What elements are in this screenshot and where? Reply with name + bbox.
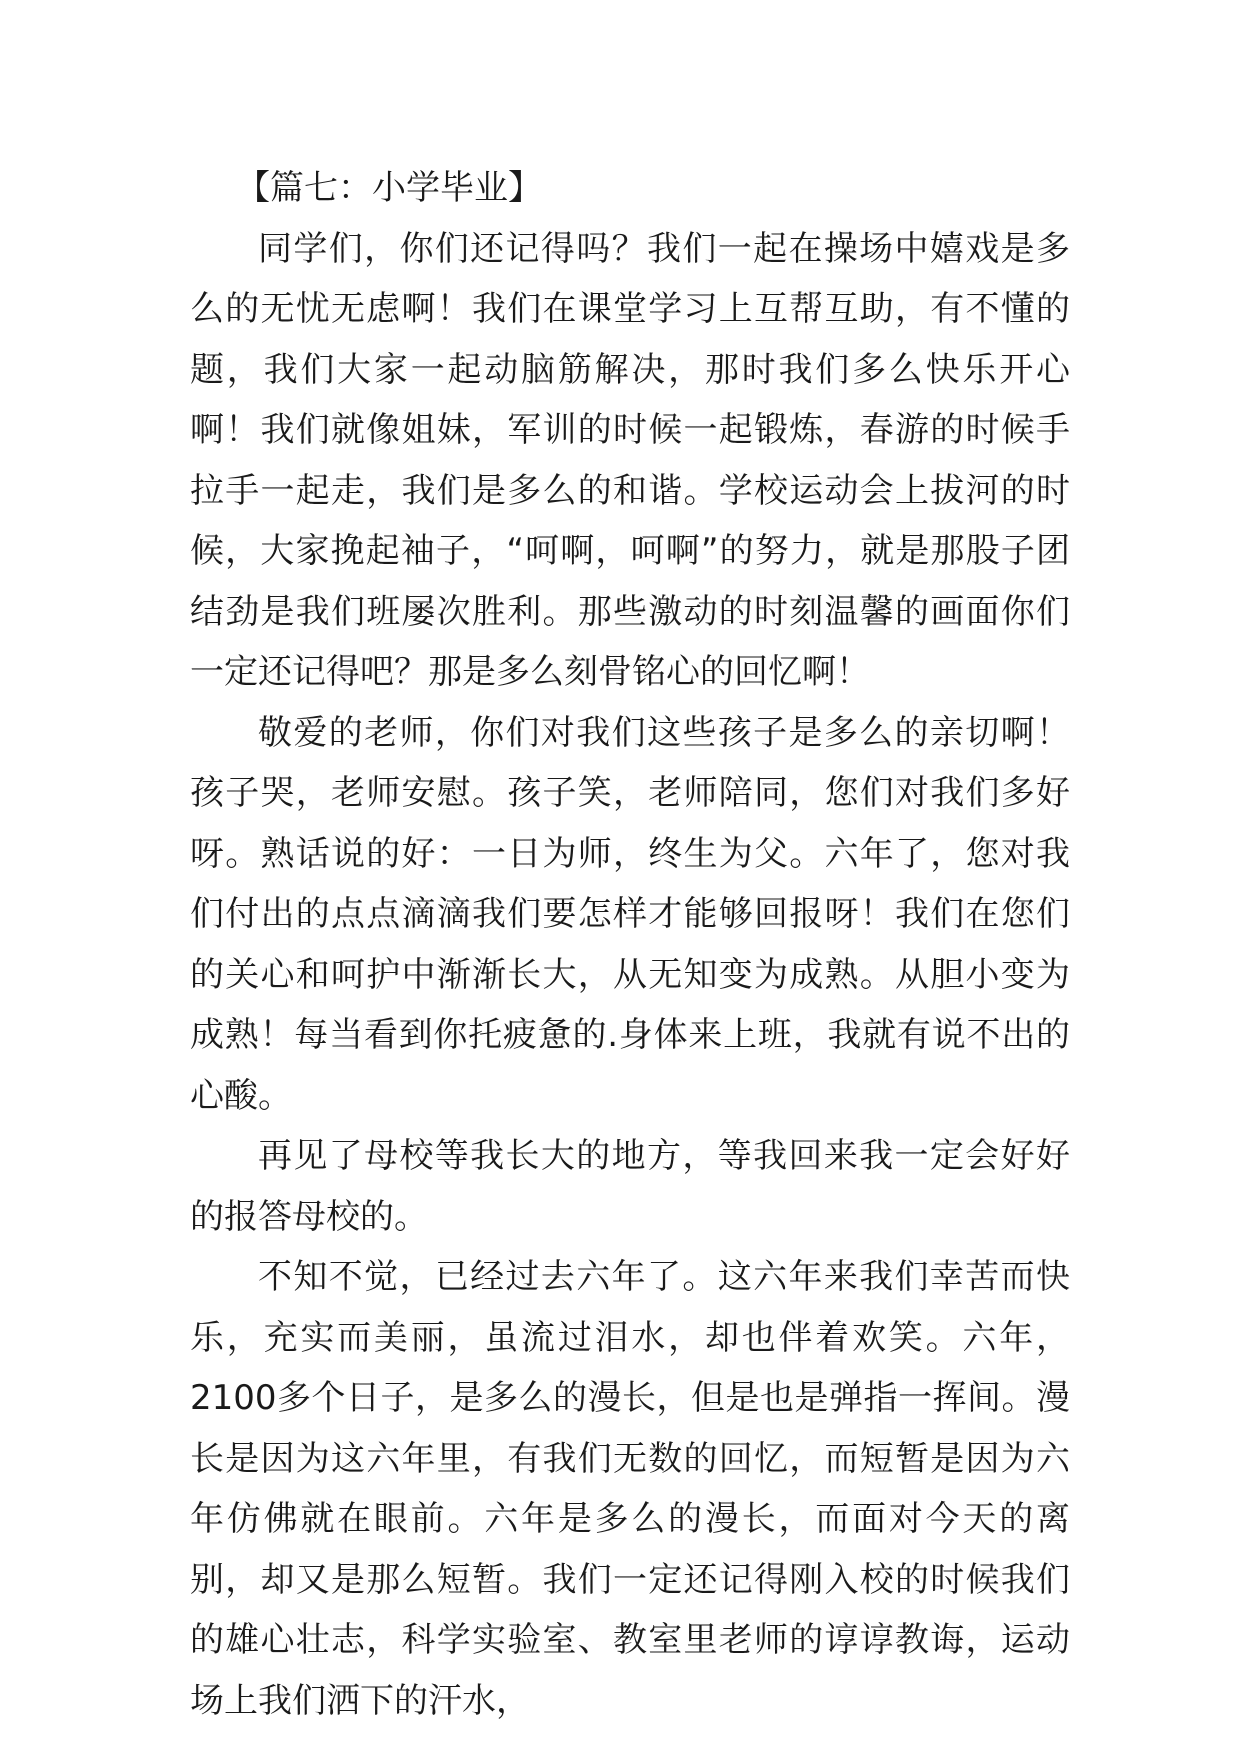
document-body xyxy=(190,158,1070,1731)
section-heading: 【篇七：小学毕业】 xyxy=(236,168,542,208)
paragraph-teachers: 敬爱的老师，你们对我们这些孩子是多么的亲切啊！孩子哭，老师安慰。孩子笑，老师陪同，您们对我们多好呀。熟话说的好：一日为师，终生为父。六年了，您对我们付出的点点滴滴我们要怎样才能够回报呀！我们在您们的关心和呵护中渐渐长大，从无知变为成熟。从胆小变为成熟！每当看到你托疲惫的.身体来上班，我就有说不出的心酸。 xyxy=(190,712,1070,1116)
paragraph-classmates: 同学们，你们还记得吗？我们一起在操场中嬉戏是多么的无忧无虑啊！我们在课堂学习上互帮互助，有不懂的题，我们大家一起动脑筋解决，那时我们多么快乐开心啊！我们就像姐妹，军训的时候一起锻炼，春游的时候手拉手一起走，我们是多么的和谐。学校运动会上拔河的时候，大家挽起袖子，“呵啊，呵啊”的努力，就是那股子团结劲是我们班屡次胜利。那些激动的时刻温馨的画面你们一定还记得吧？那是多么刻骨铭心的回忆啊！ xyxy=(190,228,1070,692)
paragraph-six-years: 不知不觉，已经过去六年了。这六年来我们幸苦而快乐，充实而美丽，虽流过泪水，却也伴着欢笑。六年，2100多个日子，是多么的漫长，但是也是弹指一挥间。漫长是因为这六年里，有我们无数的回忆，而短暂是因为六年仿佛就在眼前。六年是多么的漫长，而面对今天的离别，却又是那么短暂。我们一定还记得刚入校的时候我们的雄心壮志，科学实验室、教室里老师的谆谆教诲，运动场上我们洒下的汗水， xyxy=(190,1257,1070,1721)
paragraph-farewell: 再见了母校等我长大的地方，等我回来我一定会好好的报答母校的。 xyxy=(190,1136,1070,1237)
